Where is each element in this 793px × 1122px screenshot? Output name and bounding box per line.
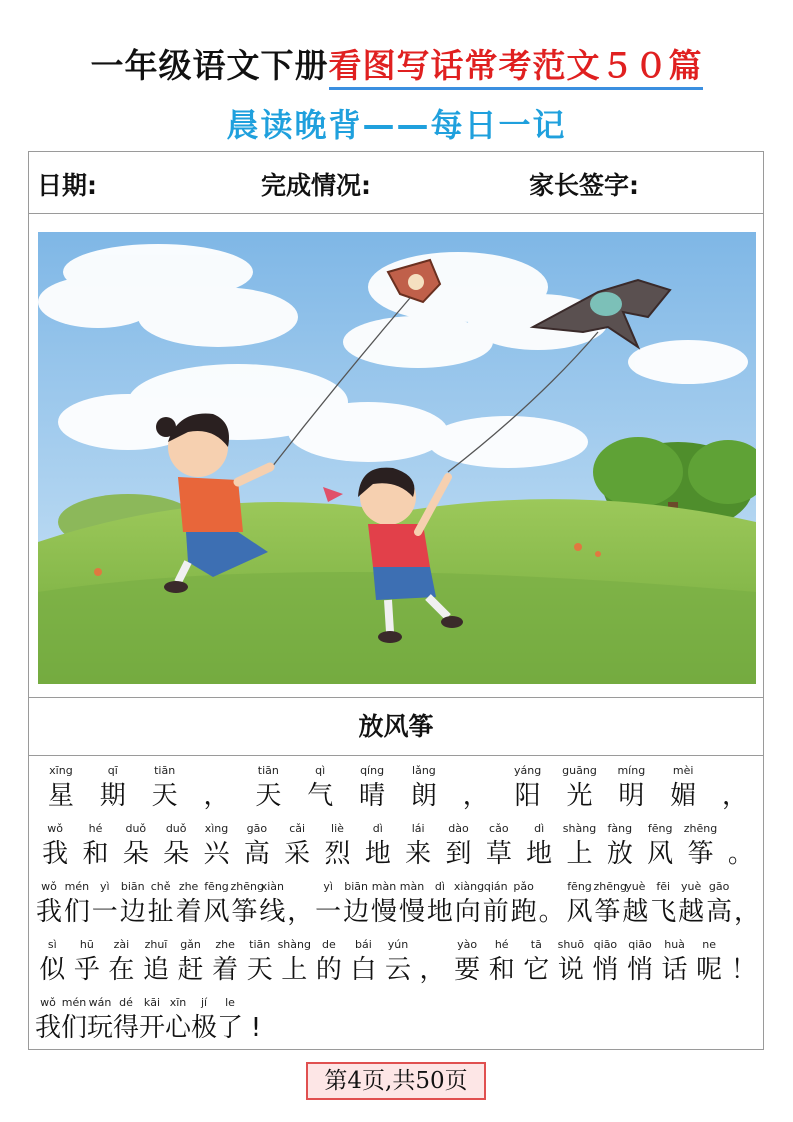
pinyin: yì [323,880,333,893]
pinyin: xiàn [260,880,284,893]
essay-char [237,822,277,872]
hanzi: 烈 [324,839,351,869]
essay-char [165,996,191,1046]
hanzi: ， [722,781,749,811]
essay-text [35,764,761,1054]
pinyin: lǎng [412,764,436,777]
hanzi: 明 [618,781,645,811]
essay-char [63,880,91,930]
hanzi: 朵 [122,839,149,869]
essay-char [538,880,566,930]
hanzi: 白 [350,955,377,985]
pinyin: qiāo [628,938,652,951]
hanzi: 慢 [371,897,398,927]
hanzi: 的 [315,955,342,985]
essay-char [342,880,370,930]
essay-char [61,996,87,1046]
hanzi: 了 [217,1013,244,1043]
essay-char [733,880,761,930]
hanzi: 向 [454,897,481,927]
hanzi: 们 [63,897,90,927]
pinyin: zhuī [144,938,168,951]
pinyin: lái [411,822,425,835]
pinyin: tiān [154,764,176,777]
pinyin: qián [483,880,508,893]
essay-char [258,880,286,930]
pinyin: qiāo [593,938,618,951]
hanzi: 和 [488,955,515,985]
essay-char [726,938,761,988]
essay-char [75,822,115,872]
hanzi: ！ [730,955,757,985]
hanzi: 开 [139,1013,166,1043]
pinyin: biān [344,880,368,893]
signature-label: 家长签字: [529,171,639,200]
hanzi: 地 [426,897,453,927]
pinyin: fēng [647,822,673,835]
essay-char [554,938,589,988]
pinyin: hé [494,938,509,951]
essay-char [35,880,63,930]
hanzi: ! [250,1013,262,1043]
pinyin: zhēng [683,822,718,835]
pinyin: jí [200,996,208,1009]
page-title [0,40,793,87]
essay-char [588,938,623,988]
pinyin: guāng [562,764,597,777]
hanzi: 跑 [510,897,537,927]
pinyin: xīng [49,764,73,777]
hanzi: 。 [538,897,565,927]
essay-char [35,764,87,814]
essay-char [175,880,203,930]
essay-char [680,822,720,872]
hanzi: 风 [647,839,674,869]
essay-char [453,880,485,930]
hanzi: 悄 [626,955,653,985]
essay-char [346,764,398,814]
hanzi: 筝 [594,897,621,927]
pinyin: huà [664,938,685,951]
essay-char [35,938,70,988]
pinyin: zhēng [230,880,264,893]
hanzi: 地 [364,839,391,869]
pinyin: xīn [169,996,187,1009]
essay-char [657,938,692,988]
essay-char [217,996,243,1046]
essay-char [484,938,519,988]
essay-char [314,880,342,930]
pinyin: hū [79,938,94,951]
hanzi: 朵 [163,839,190,869]
essay-char [139,996,165,1046]
essay-char [139,938,174,988]
pinyin: tiān [249,938,271,951]
hanzi: 前 [482,897,509,927]
hanzi: 边 [343,897,370,927]
hanzi: 来 [405,839,432,869]
essay-char [709,764,761,814]
hanzi: 似 [39,955,66,985]
pinyin: wǒ [41,880,57,893]
essay-char [657,764,709,814]
status-label: 完成情况: [261,171,371,200]
essay-char [147,880,175,930]
pinyin [709,764,761,778]
essay-char [519,822,559,872]
hanzi: 一 [315,897,342,927]
hanzi: 一 [91,897,118,927]
essay-char [87,764,139,814]
pinyin: tā [530,938,542,951]
pinyin: yáng [514,764,542,777]
date-label: 日期: [37,171,97,200]
hanzi: 兴 [203,839,230,869]
pinyin: gāo [708,880,730,893]
pinyin: kāi [143,996,161,1009]
hanzi: 边 [119,897,146,927]
pinyin [415,938,450,952]
hanzi: 上 [566,839,593,869]
page-subtitle: 晨读晚背——每日一记 [226,106,567,144]
pinyin: wǒ [40,996,56,1009]
worksheet-box [28,151,764,1050]
pinyin: dé [119,996,133,1009]
essay-char [208,938,243,988]
hanzi: 采 [284,839,311,869]
hanzi: 阳 [514,781,541,811]
pinyin: dì [372,822,383,835]
hanzi: ， [462,781,489,811]
pinyin: mén [64,880,90,893]
pinyin: sì [47,938,57,951]
essay-char [381,938,416,988]
info-row [29,152,763,214]
essay-line [35,880,761,938]
essay-char [721,822,761,872]
pinyin: duǒ [165,822,187,835]
essay-char [119,880,147,930]
hanzi: 线 [259,897,286,927]
hanzi: 星 [47,781,74,811]
essay-char [196,822,236,872]
hanzi: 到 [445,839,472,869]
pinyin [243,996,269,1010]
essay-char [116,822,156,872]
pinyin: yì [100,880,110,893]
hanzi: 风 [203,897,230,927]
pinyin: yào [457,938,478,951]
essay-char [203,880,231,930]
essay-char [677,880,705,930]
title-red: 看图写话常考范文５０篇 [329,46,703,90]
hanzi: 媚 [670,781,697,811]
essay-char [600,822,640,872]
pinyin: qì [315,764,326,777]
essay-char [358,822,398,872]
pinyin: hé [88,822,103,835]
pinyin: zài [113,938,130,951]
essay-char [479,822,519,872]
pinyin: fēng [567,880,592,893]
essay-char [593,880,627,930]
essay-char [450,938,485,988]
hanzi: 要 [454,955,481,985]
essay-char [277,938,312,988]
essay-char [566,880,594,930]
hanzi: 飞 [650,897,677,927]
hanzi: 风 [566,897,593,927]
pinyin: gǎn [180,938,201,951]
hanzi: 晴 [359,781,386,811]
pinyin: dào [448,822,469,835]
essay-char [286,880,314,930]
hanzi: 我 [35,897,62,927]
essay-char [70,938,105,988]
essay-line [35,938,761,996]
essay-char [191,996,217,1046]
pinyin: fàng [607,822,633,835]
essay-char [398,822,438,872]
kite-illustration [38,232,756,684]
pinyin: xìng [204,822,229,835]
pinyin: ne [702,938,716,951]
essay-char [692,938,727,988]
essay-char [559,822,599,872]
pinyin: fēng [204,880,229,893]
essay-char [173,938,208,988]
hanzi: 极 [191,1013,218,1043]
essay-line [35,822,761,880]
hanzi: 在 [108,955,135,985]
essay-char [91,880,119,930]
pinyin: tiān [257,764,279,777]
essay-char [623,938,658,988]
hanzi: 期 [99,781,126,811]
pinyin: gāo [246,822,268,835]
essay-char [317,822,357,872]
essay-char [277,822,317,872]
hanzi: 高 [706,897,733,927]
essay-char [640,822,680,872]
hanzi: 得 [113,1013,140,1043]
hanzi: 天 [151,781,178,811]
pinyin: liè [331,822,344,835]
essay-char [705,880,733,930]
hanzi: 。 [727,839,754,869]
essay-char [519,938,554,988]
hanzi: 它 [523,955,550,985]
essay-char [312,938,347,988]
pinyin: mèi [672,764,694,777]
pinyin [721,822,761,836]
hanzi: 话 [661,955,688,985]
pinyin: zhe [178,880,199,893]
essay-char [242,938,277,988]
pinyin: cǎi [289,822,306,835]
hanzi: 气 [307,781,334,811]
essay-char [438,822,478,872]
essay-char [554,764,606,814]
essay-char [191,764,243,814]
pinyin: shuō [557,938,585,951]
essay-char [230,880,264,930]
hanzi: ， [419,955,446,985]
essay-char [87,996,113,1046]
pinyin: pǎo [513,880,534,893]
pinyin [538,880,566,894]
hanzi: 云 [384,955,411,985]
essay-line [35,764,761,822]
hanzi: 着 [212,955,239,985]
hanzi: 和 [82,839,109,869]
pinyin: zhe [215,938,235,951]
pinyin: yuè [625,880,646,893]
pinyin: yún [387,938,409,951]
essay-char [415,938,450,988]
pinyin: le [225,996,235,1009]
pinyin: mén [61,996,87,1009]
pinyin: yuè [681,880,702,893]
essay-char [156,822,196,872]
pinyin: zhēng [593,880,627,893]
pinyin: chě [150,880,171,893]
hanzi: ， [287,897,314,927]
hanzi: ， [203,781,230,811]
essay-line [35,996,761,1054]
pinyin: wán [88,996,112,1009]
essay-char [35,822,75,872]
hanzi: 们 [61,1013,88,1043]
hanzi: 我 [42,839,69,869]
hanzi: 筝 [687,839,714,869]
essay-title: 放风筝 [29,698,763,756]
pinyin: xiàng [453,880,485,893]
hanzi: 玩 [87,1013,114,1043]
essay-char [346,938,381,988]
pinyin: míng [617,764,646,777]
pinyin: shàng [562,822,597,835]
hanzi: 说 [557,955,584,985]
pinyin [733,880,761,894]
hanzi: 筝 [231,897,258,927]
hanzi: 朗 [410,781,437,811]
pinyin: màn [371,880,397,893]
hanzi: 越 [678,897,705,927]
hanzi: 地 [526,839,553,869]
page-indicator: 第4页,共50页 [306,1062,486,1100]
essay-char [649,880,677,930]
pinyin: biān [120,880,145,893]
pinyin: cǎo [489,822,509,835]
pinyin [191,764,243,778]
hanzi: 赶 [177,955,204,985]
hanzi: 心 [165,1013,192,1043]
pinyin: bái [355,938,372,951]
hanzi: 我 [35,1013,62,1043]
essay-char [450,764,502,814]
pinyin [450,764,502,778]
hanzi: 光 [566,781,593,811]
essay-char [243,996,269,1046]
pinyin [286,880,314,894]
hanzi: 着 [175,897,202,927]
essay-char [398,880,426,930]
pinyin: duǒ [125,822,147,835]
essay-char [104,938,139,988]
hanzi: 放 [606,839,633,869]
essay-char [370,880,398,930]
essay-char [398,764,450,814]
pinyin [726,938,761,952]
pinyin: de [321,938,336,951]
pinyin: màn [399,880,425,893]
pinyin: qī [107,764,118,777]
essay-char [502,764,554,814]
essay-char [139,764,191,814]
pinyin: fēi [656,880,671,893]
hanzi: 天 [246,955,273,985]
hanzi: 上 [281,955,308,985]
hanzi: 扯 [147,897,174,927]
essay-char [242,764,294,814]
pinyin: wǒ [47,822,64,835]
essay-char [621,880,649,930]
hanzi: 追 [142,955,169,985]
hanzi: 呢 [696,955,723,985]
essay-char [482,880,510,930]
hanzi: 天 [255,781,282,811]
pinyin: qíng [360,764,385,777]
essay-char [426,880,454,930]
pinyin: dì [434,880,445,893]
essay-char [35,996,61,1046]
pinyin: shàng [277,938,311,951]
essay-char [113,996,139,1046]
hanzi: 乎 [73,955,100,985]
hanzi: 高 [243,839,270,869]
hanzi: 草 [485,839,512,869]
hanzi: 悄 [592,955,619,985]
hanzi: 越 [622,897,649,927]
essay-char [605,764,657,814]
pinyin: dì [534,822,545,835]
essay-char [294,764,346,814]
essay-char [510,880,538,930]
hanzi: 慢 [398,897,425,927]
title-black: 一年级语文下册 [90,46,329,85]
hanzi: ， [734,897,761,927]
